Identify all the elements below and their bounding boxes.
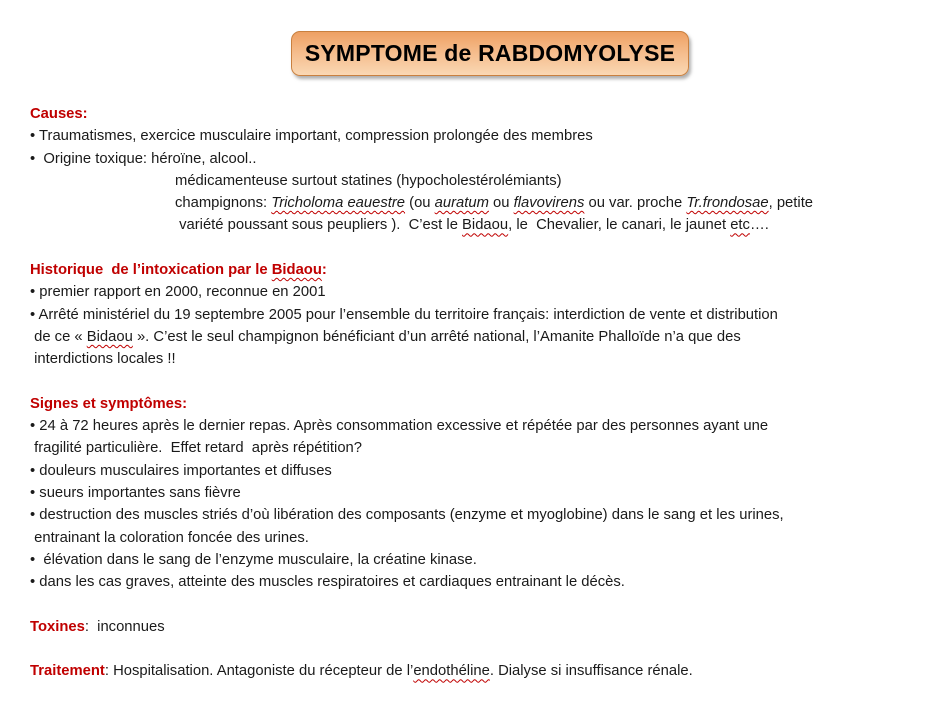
text-line [30,482,945,504]
text-segment: Arrêté ministériel du 19 septembre 2005 pour l’ensemble du territoire français: interdiction de vente et distribution [38,306,778,323]
text-line [30,460,945,482]
bullet-icon: • [30,551,40,568]
text-line [30,148,945,170]
text-segment: Historique de l’intoxication par le [30,262,272,279]
text-segment: : [321,262,327,279]
text-segment: ». C’est le seul champignon bénéficiant d’un arrêté national, l’Amanite Phalloïde n’a que des [132,328,741,345]
bullet-icon: • [30,150,40,167]
text-line [30,125,945,147]
text-segment: médicamenteuse surtout statines (hypocholestérolémiants) [175,172,562,189]
text-segment: Tricholoma eauestre [271,195,406,212]
bullet-icon: • [30,462,40,479]
slide-title: SYMPTOME de RABDOMYOLYSE [304,40,676,66]
blank-line [30,237,945,259]
text-line [30,549,945,571]
text-line [30,281,945,303]
text-segment: Traumatismes, exercice musculaire important, compression prolongée des membres [39,128,593,145]
blank-line [30,371,945,393]
text-line [30,348,945,370]
text-segment: (ou [405,195,435,212]
text-segment: Tr.frondosae [686,195,769,212]
text-segment: ou var. proche [584,195,687,212]
text-segment: …. [749,217,769,234]
text-segment: sueurs importantes sans fièvre [39,485,241,502]
heading-signes [30,393,945,415]
text-segment: douleurs musculaires importantes et diffuses [39,462,332,479]
bullet-icon: • [30,574,40,591]
text-segment: Signes et symptômes: [30,395,188,412]
text-segment: fragilité particulière. Effet retard après répétition? [30,440,363,457]
text-segment: entrainant la coloration foncée des urines. [30,529,309,546]
text-segment: Toxines [30,618,85,635]
text-segment: : Hospitalisation. Antagoniste du récepteur de l’ [104,663,414,680]
line-toxines [30,616,945,638]
text-segment: dans les cas graves, atteinte des muscles respiratoires et cardiaques entrainant le décès. [39,574,625,591]
bullet-icon: • [30,418,40,435]
text-segment: Bidaou [271,262,322,279]
text-segment: ou [488,195,514,212]
heading-historique [30,259,945,281]
line-traitement [30,660,945,682]
text-segment: etc [730,217,750,234]
bullet-icon: • [30,128,40,145]
text-line [30,437,945,459]
text-segment: : inconnues [84,618,165,635]
text-line [30,170,945,192]
slide-body [30,103,945,683]
text-segment: champignons: [175,195,272,212]
text-line [30,304,945,326]
text-segment: endothéline [413,663,490,680]
blank-line [30,638,945,660]
bullet-icon: • [30,485,40,502]
text-line [30,192,945,214]
text-segment: flavovirens [513,195,585,212]
text-segment: Origine toxique: héroïne, alcool.. [39,150,257,167]
text-line [30,571,945,593]
text-segment: . Dialyse si insuffisance rénale. [489,663,693,680]
text-line [30,415,945,437]
text-segment: Bidaou [86,328,133,345]
text-segment: variété poussant sous peupliers ). C’est le [175,217,463,234]
text-segment: destruction des muscles striés d’où libération des composants (enzyme et myoglobine) dans le sang et les urines, [39,507,784,524]
heading-causes [30,103,945,125]
text-line [30,504,945,526]
slide-title-box [291,31,689,76]
text-line [30,214,945,236]
text-line [30,527,945,549]
text-segment: Bidaou [462,217,509,234]
text-segment: , le Chevalier, le canari, le jaunet [508,217,731,234]
bullet-icon: • [30,284,40,301]
text-segment: , petite [768,195,814,212]
blank-line [30,594,945,616]
text-segment: Traitement [30,663,105,680]
text-segment: interdictions locales !! [30,351,176,368]
bullet-icon: • [30,306,39,323]
text-segment: premier rapport en 2000, reconnue en 2001 [39,284,326,301]
text-segment: de ce « [30,328,87,345]
text-segment: auratum [434,195,489,212]
text-segment: 24 à 72 heures après le dernier repas. Après consommation excessive et répétée par des personnes ayant une [39,418,769,435]
text-segment: élévation dans le sang de l’enzyme musculaire, la créatine kinase. [39,551,477,568]
text-segment: Causes: [30,106,88,122]
text-line [30,326,945,348]
bullet-icon: • [30,507,40,524]
